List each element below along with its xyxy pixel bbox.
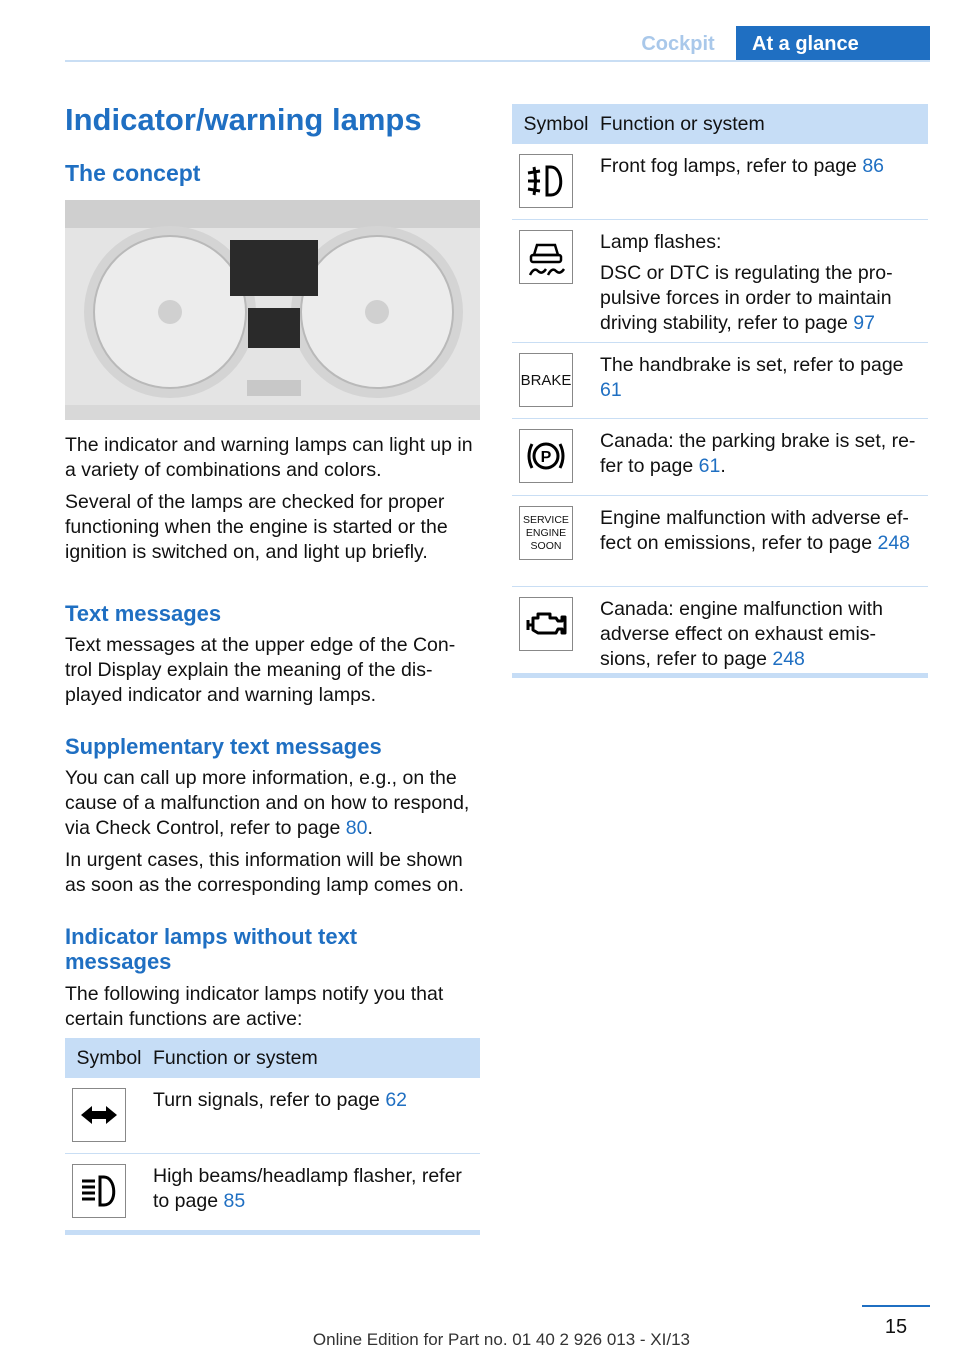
table-row [512,220,928,343]
row-text [600,230,920,342]
table-row [65,1078,480,1154]
row-lead: Lamp flashes: [600,231,722,253]
row-text [600,429,920,479]
icon-line-soon: SOON [530,539,562,552]
instrument-cluster-photo [65,200,480,420]
row-period: . [720,455,726,477]
service-engine-soon-icon [519,506,573,560]
function-column-header: Function or system [153,1047,318,1069]
svg-text:P: P [540,449,552,466]
row-description: Canada: the parking brake is set, re- fer to page [600,430,916,477]
page-title: Indicator/warning lamps [65,102,422,137]
row-text [153,1088,472,1113]
indicator-table-right [512,104,928,678]
function-column-header: Function or system [600,113,765,135]
page-link[interactable]: 248 [772,648,805,670]
page-link[interactable]: 97 [853,312,875,334]
indicator-table-left [65,1038,480,1235]
icon-line-engine: ENGINE [525,526,567,539]
page-number: 15 [884,1316,908,1338]
table-row [512,419,928,496]
supplementary-heading: Supplementary text messages [65,734,382,759]
page-link[interactable]: 86 [862,155,885,177]
row-text [153,1164,472,1214]
icon-line-service: SERVICE [523,513,569,526]
table-end-rule [65,1230,480,1235]
row-text [600,597,920,672]
dsc-icon [519,230,573,284]
table-row [65,1154,480,1230]
row-description: Engine malfunction with adverse ef- fect on emissions, refer to page [600,507,909,554]
concept-paragraph-1: The indicator and warning lamps can light up in a variety of combinations and colors. [65,434,473,481]
parking-brake-icon [519,429,573,483]
turn-signals-icon [72,1088,126,1142]
row-description: DSC or DTC is regulating the pro- pulsive forces in order to maintain driving stability, refer to page [600,262,893,334]
page-link[interactable]: 85 [223,1190,246,1212]
table-end-rule [512,673,928,678]
brake-icon-label: BRAKE [520,371,572,389]
brake-text-icon [519,353,573,407]
table-header [512,104,928,144]
text-messages-heading: Text messages [65,601,222,626]
page-link[interactable]: 62 [385,1089,408,1111]
page-link[interactable]: 248 [877,532,911,554]
row-description: Front fog lamps, refer to page [600,155,863,177]
row-description: High beams/headlamp flasher, refer to page [153,1165,462,1212]
row-text [600,506,920,556]
supplementary-text: You can call up more information, e.g., on the cause of a malfunction and on how to respond, via Check Control, refer to page [65,767,470,839]
high-beam-icon [72,1164,126,1218]
table-row [512,496,928,587]
indicator-lamps-paragraph: The following indicator lamps notify you that certain functions are active: [65,983,444,1030]
table-row [512,144,928,220]
text-messages-paragraph: Text messages at the upper edge of the Con- trol Display explain the meaning of the dis- played indicator and warning lamps. [65,634,456,706]
row-text [600,154,920,179]
row-body [600,261,920,336]
row-description: Turn signals, refer to page [153,1089,386,1111]
page-link[interactable]: 61 [698,455,721,477]
header-section: Cockpit [641,33,715,55]
edition-note: Online Edition for Part no. 01 40 2 926 013 - XI/13 [312,1330,690,1349]
header-tab: At a glance [736,26,930,62]
symbol-column-header: Symbol [76,1047,142,1069]
row-description: The handbrake is set, refer to page [600,354,904,376]
header-rule [65,60,930,62]
page-link[interactable]: 61 [600,379,622,401]
concept-paragraph-2: Several of the lamps are checked for proper functioning when the engine is started or the ignition is switched on, and light up briefly. [65,491,448,563]
check-engine-icon [519,597,573,651]
row-text [600,353,920,403]
table-row [512,587,928,673]
table-header [65,1038,480,1078]
symbol-column-header: Symbol [523,113,589,135]
supplementary-paragraph-2: In urgent cases, this information will be shown as soon as the corresponding lamp comes on. [65,849,464,896]
supplementary-period: . [367,817,373,839]
front-fog-lamp-icon [519,154,573,208]
indicator-lamps-heading: Indicator lamps without text messages [65,924,358,974]
table-row [512,343,928,419]
row-description: Canada: engine malfunction with adverse effect on exhaust emis- sions, refer to page [600,598,883,670]
page-link-80[interactable]: 80 [345,817,368,839]
supplementary-paragraph-1 [65,766,483,841]
concept-heading: The concept [65,160,201,186]
footer-rule [862,1305,930,1307]
